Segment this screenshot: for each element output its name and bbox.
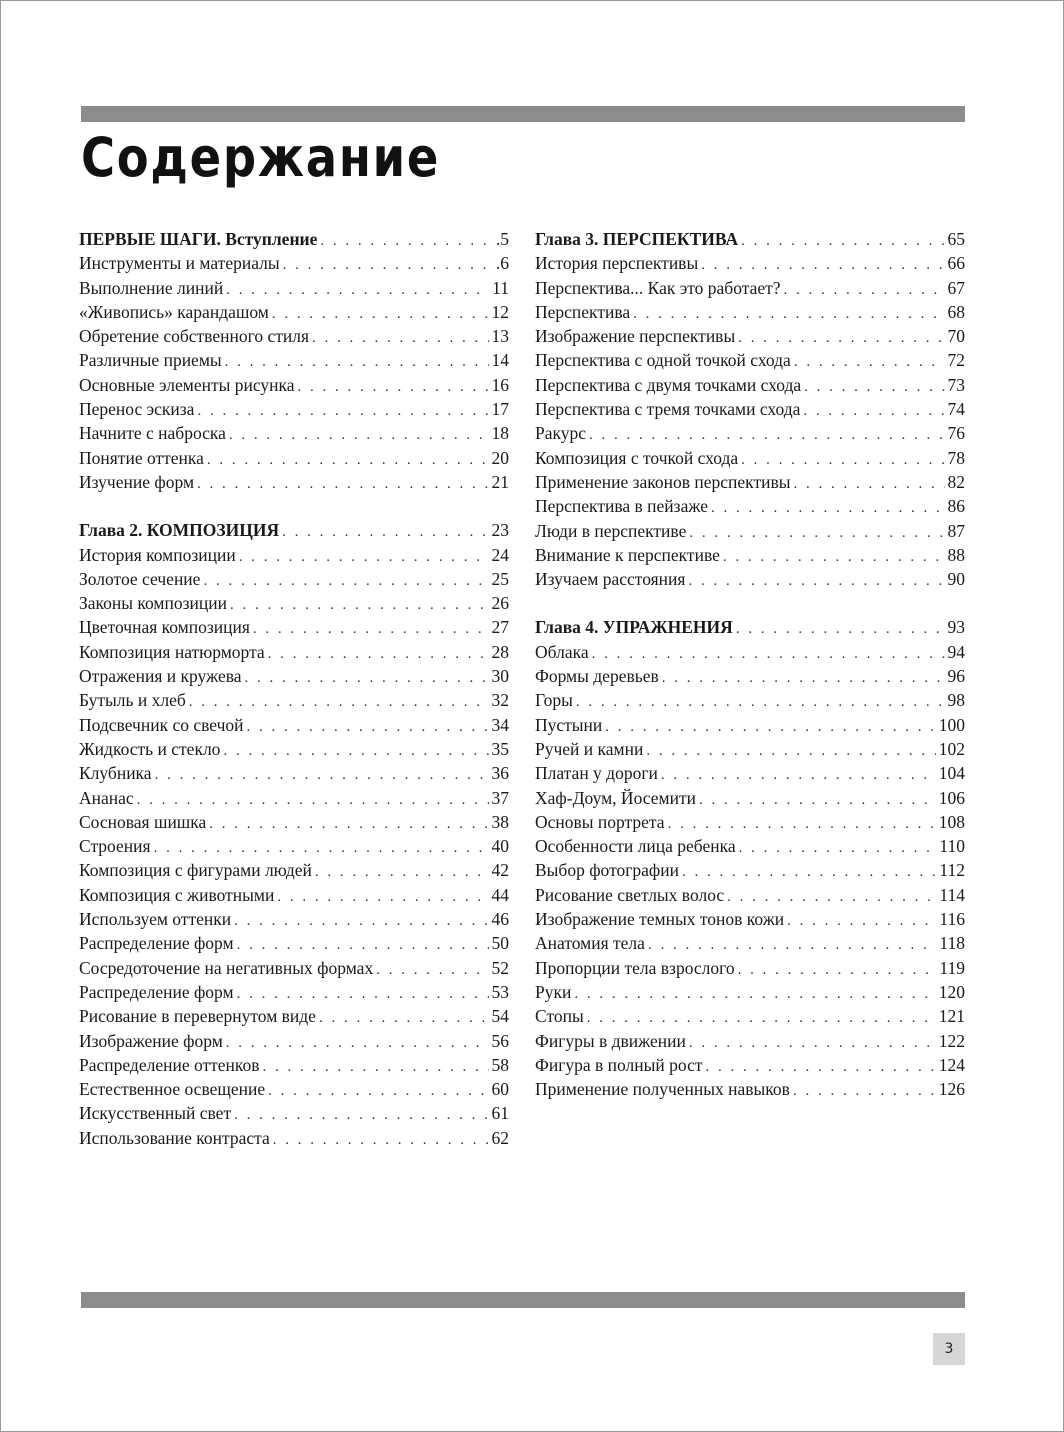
dot-leader	[668, 812, 936, 836]
dot-leader	[239, 545, 489, 569]
toc-entry-title: Естественное освещение	[79, 1079, 266, 1100]
toc-entry-title: Применение законов перспективы	[535, 471, 791, 492]
toc-entry-title: Глава 3. ПЕРСПЕКТИВА	[535, 229, 739, 249]
toc-entry-page: 54	[491, 1006, 509, 1027]
toc-entry-page: 88	[947, 544, 965, 565]
toc-entry-title: Глава 2. КОМПОЗИЦИЯ	[79, 520, 280, 541]
section-gap	[535, 591, 965, 615]
toc-entry-page: 60	[491, 1079, 509, 1100]
toc-entry-page: 34	[491, 714, 509, 735]
toc-entry-title: Перспектива	[535, 301, 631, 322]
toc-entry-page: 11	[492, 277, 509, 298]
toc-entry-title: Перспектива с двумя точками схода	[535, 374, 802, 395]
toc-entry-title: Перспектива с одной точкой схода	[535, 350, 791, 371]
toc-entry	[535, 324, 965, 348]
dot-leader	[189, 690, 489, 714]
toc-left-column	[79, 227, 509, 1150]
toc-entry	[79, 956, 509, 980]
toc-entry	[79, 713, 509, 737]
toc-entry-page: 102	[938, 738, 965, 759]
toc-entry	[79, 348, 509, 372]
toc-entry-page: 13	[491, 326, 509, 347]
dot-leader	[226, 1031, 489, 1055]
toc-entry-title: Изучаем расстояния	[535, 569, 686, 590]
toc-entry-title: Клубника	[79, 763, 152, 784]
dot-leader	[723, 545, 945, 569]
toc-entry-page: 44	[491, 884, 509, 905]
toc-entry-page: 121	[938, 1006, 965, 1027]
dot-leader	[701, 253, 944, 277]
toc-entry	[79, 1077, 509, 1101]
toc-entry-page: 26	[491, 593, 509, 614]
dot-leader	[237, 982, 489, 1006]
toc-entry	[535, 761, 965, 785]
toc-entry-page: .6	[495, 253, 509, 274]
toc-entry-title: Золотое сечение	[79, 568, 201, 589]
toc-entry	[535, 907, 965, 931]
toc-entry-title: Ракурс	[535, 423, 587, 444]
dot-leader	[741, 229, 944, 253]
toc-chapter-heading	[535, 615, 965, 639]
toc-entry	[79, 1004, 509, 1028]
dot-leader	[705, 1055, 935, 1079]
toc-entry	[535, 786, 965, 810]
dot-leader	[225, 350, 489, 374]
toc-entry-title: Распределение оттенков	[79, 1054, 260, 1075]
toc-entry-title: Изображение темных тонов кожи	[535, 909, 785, 930]
toc-entry-page: 58	[491, 1054, 509, 1075]
toc-entry-title: Строения	[79, 836, 151, 857]
toc-entry-page: 108	[938, 811, 965, 832]
toc-entry	[535, 397, 965, 421]
toc-entry	[79, 446, 509, 470]
bottom-decorative-bar	[81, 1292, 965, 1308]
toc-entry-page: 72	[947, 350, 965, 371]
toc-entry	[535, 858, 965, 882]
dot-leader	[298, 375, 489, 399]
toc-entry	[535, 348, 965, 372]
toc-entry	[535, 640, 965, 664]
toc-entry-page: 40	[491, 836, 509, 857]
dot-leader	[283, 253, 493, 277]
toc-entry	[79, 761, 509, 785]
toc-entry	[79, 688, 509, 712]
dot-leader	[273, 1128, 489, 1152]
toc-entry-page: 104	[938, 763, 965, 784]
dot-leader	[154, 836, 489, 860]
toc-entry-page: 124	[938, 1054, 965, 1075]
toc-entry-page: 90	[947, 569, 965, 590]
toc-entry-title: Внимание к перспективе	[535, 544, 720, 565]
toc-entry	[535, 931, 965, 955]
toc-entry	[79, 810, 509, 834]
toc-entry-title: Распределение форм	[79, 981, 234, 1002]
toc-entry-page: 119	[939, 957, 965, 978]
toc-entry	[79, 300, 509, 324]
toc-entry	[535, 956, 965, 980]
toc-entry-title: Перспектива... Как это работает?	[535, 277, 781, 298]
toc-entry	[535, 883, 965, 907]
toc-entry-title: Облака	[535, 641, 589, 662]
toc-entry-page: 100	[938, 714, 965, 735]
toc-entry	[535, 737, 965, 761]
toc-entry	[79, 786, 509, 810]
toc-entry-page: 28	[491, 641, 509, 662]
toc-entry-page: 12	[491, 301, 509, 322]
toc-entry-page: 20	[491, 447, 509, 468]
toc-entry-title: Композиция с точкой схода	[535, 447, 739, 468]
dot-leader	[319, 1006, 489, 1030]
toc-entry-page: 14	[491, 350, 509, 371]
toc-entry	[535, 664, 965, 688]
page-number: 3	[933, 1333, 965, 1365]
dot-leader	[793, 1079, 936, 1103]
toc-entry-page: 118	[939, 933, 965, 954]
toc-entry-title: История композиции	[79, 544, 236, 565]
toc-entry-title: Сосновая шишка	[79, 811, 207, 832]
toc-entry-title: Отражения и кружева	[79, 666, 242, 687]
toc-entry	[535, 1029, 965, 1053]
toc-entry	[535, 300, 965, 324]
dot-leader	[237, 933, 489, 957]
toc-entry-page: 32	[491, 690, 509, 711]
dot-leader	[662, 666, 945, 690]
dot-leader	[794, 472, 945, 496]
toc-entry-page: 126	[938, 1079, 965, 1100]
dot-leader	[576, 690, 945, 714]
toc-chapter-heading	[79, 227, 509, 251]
toc-entry-title: Используем оттенки	[79, 909, 232, 930]
toc-entry-title: «Живопись» карандашом	[79, 301, 269, 322]
toc-entry-page: 98	[947, 690, 965, 711]
toc-entry-title: Законы композиции	[79, 593, 227, 614]
dot-leader	[155, 763, 489, 787]
toc-entry-title: ПЕРВЫЕ ШАГИ. Вступление	[79, 229, 318, 249]
toc-entry	[79, 1029, 509, 1053]
toc-entry	[79, 397, 509, 421]
toc-entry-title: Перспектива с тремя точками схода	[535, 399, 801, 420]
toc-entry-title: Различные приемы	[79, 350, 222, 371]
toc-entry	[79, 567, 509, 591]
dot-leader	[272, 302, 489, 326]
toc-entry-page: 53	[491, 981, 509, 1002]
toc-entry-title: Стопы	[535, 1006, 584, 1027]
toc-entry-page: 62	[491, 1127, 509, 1148]
toc-entry-page: 18	[491, 423, 509, 444]
toc-entry	[535, 251, 965, 275]
toc-entry-page: 106	[938, 787, 965, 808]
toc-entry-title: Композиция натюрморта	[79, 641, 265, 662]
dot-leader	[784, 278, 945, 302]
toc-entry-page: 37	[491, 787, 509, 808]
toc-entry-title: Анатомия тела	[535, 933, 645, 954]
toc-entry	[535, 713, 965, 737]
toc-entry	[79, 931, 509, 955]
toc-entry	[79, 591, 509, 615]
section-gap	[79, 494, 509, 518]
toc-entry	[535, 543, 965, 567]
toc-entry-title: Композиция с фигурами людей	[79, 860, 312, 881]
dot-leader	[197, 472, 488, 496]
dot-leader	[282, 520, 488, 544]
toc-entry-page: 73	[947, 374, 965, 395]
toc-entry	[79, 883, 509, 907]
toc-entry	[535, 1077, 965, 1101]
toc-entry-title: Хаф-Доум, Йосемити	[535, 787, 696, 808]
toc-entry-title: Рисование светлых волос	[535, 884, 725, 905]
toc-entry	[535, 519, 965, 543]
toc-entry-page: 93	[947, 617, 965, 638]
dot-leader	[234, 909, 488, 933]
toc-entry	[79, 1053, 509, 1077]
toc-entry-page: 66	[947, 253, 965, 274]
toc-entry-title: Пропорции тела взрослого	[535, 957, 735, 978]
dot-leader	[646, 739, 935, 763]
dot-leader	[804, 375, 944, 399]
toc-entry-title: Изображение перспективы	[535, 326, 736, 347]
dot-leader	[312, 326, 488, 350]
toc-entry-title: Понятие оттенка	[79, 447, 204, 468]
dot-leader	[727, 885, 936, 909]
toc-entry-page: .5	[495, 229, 509, 249]
toc-entry	[535, 276, 965, 300]
dot-leader	[689, 521, 944, 545]
toc-entry-title: Выбор фотографии	[535, 860, 679, 881]
toc-entry-title: Изображение форм	[79, 1030, 223, 1051]
dot-leader	[268, 642, 489, 666]
top-decorative-bar	[81, 106, 965, 122]
dot-leader	[137, 788, 489, 812]
dot-leader	[263, 1055, 489, 1079]
dot-leader	[320, 229, 492, 253]
dot-leader	[738, 326, 944, 350]
dot-leader	[605, 715, 935, 739]
toc-entry	[79, 470, 509, 494]
page-title: Содержание	[81, 126, 441, 189]
dot-leader	[633, 302, 944, 326]
dot-leader	[376, 958, 488, 982]
toc-entry-page: 74	[947, 399, 965, 420]
dot-leader	[738, 958, 937, 982]
toc-entry-title: Инструменты и материалы	[79, 253, 280, 274]
toc-entry-page: 96	[947, 666, 965, 687]
toc-entry	[79, 276, 509, 300]
toc-entry-page: 120	[938, 981, 965, 1002]
dot-leader	[736, 617, 945, 641]
toc-entry-page: 87	[947, 520, 965, 541]
toc-entry-page: 61	[491, 1103, 509, 1124]
dot-leader	[682, 860, 936, 884]
toc-entry-title: Формы деревьев	[535, 666, 659, 687]
toc-entry-title: Жидкость и стекло	[79, 738, 221, 759]
toc-chapter-heading	[535, 227, 965, 251]
dot-leader	[803, 399, 944, 423]
dot-leader	[648, 933, 936, 957]
toc-entry-page: 82	[947, 471, 965, 492]
toc-entry-title: Люди в перспективе	[535, 520, 687, 541]
toc-entry-page: 122	[938, 1030, 965, 1051]
toc-entry-page: 65	[947, 229, 965, 249]
dot-leader	[699, 788, 936, 812]
toc-entry	[79, 640, 509, 664]
toc-entry	[79, 373, 509, 397]
toc-entry	[79, 421, 509, 445]
toc-entry-page: 23	[491, 520, 509, 541]
toc-entry-page: 38	[491, 811, 509, 832]
toc-entry-page: 116	[939, 909, 965, 930]
toc-entry-page: 86	[947, 496, 965, 517]
toc-entry-page: 76	[947, 423, 965, 444]
toc-entry-title: Применение полученных навыков	[535, 1079, 790, 1100]
toc-entry-title: Цветочная композиция	[79, 617, 250, 638]
toc-entry-title: Обретение собственного стиля	[79, 326, 310, 347]
toc-entry-page: 27	[491, 617, 509, 638]
toc-entry-title: Особенности лица ребенка	[535, 836, 736, 857]
toc-entry	[535, 446, 965, 470]
toc-entry-page: 35	[491, 738, 509, 759]
toc-entry	[79, 543, 509, 567]
dot-leader	[587, 1006, 936, 1030]
toc-entry-page: 36	[491, 763, 509, 784]
toc-entry-title: Рисование в перевернутом виде	[79, 1006, 316, 1027]
toc-entry	[535, 494, 965, 518]
toc-entry	[535, 373, 965, 397]
toc-entry	[79, 251, 509, 275]
dot-leader	[787, 909, 936, 933]
toc-entry-page: 21	[491, 471, 509, 492]
dot-leader	[592, 642, 945, 666]
toc-entry-page: 42	[491, 860, 509, 881]
toc-entry	[535, 1004, 965, 1028]
toc-entry-title: Перспектива в пейзаже	[535, 496, 708, 517]
toc-entry-title: Глава 4. УПРАЖНЕНИЯ	[535, 617, 733, 638]
toc-entry-page: 68	[947, 301, 965, 322]
dot-leader	[574, 982, 935, 1006]
toc-entry-page: 30	[491, 666, 509, 687]
toc-entry-title: Использование контраста	[79, 1127, 270, 1148]
toc-entry-title: Изучение форм	[79, 471, 195, 492]
toc-entry	[79, 664, 509, 688]
toc-entry-title: Руки	[535, 981, 572, 1002]
toc-entry-title: Фигура в полный рост	[535, 1054, 703, 1075]
toc-entry-page: 24	[491, 544, 509, 565]
dot-leader	[230, 593, 489, 617]
dot-leader	[203, 569, 488, 593]
toc-entry	[535, 980, 965, 1004]
dot-leader	[226, 278, 489, 302]
toc-right-column	[535, 227, 965, 1101]
toc-entry-title: Композиция с животными	[79, 884, 275, 905]
toc-entry-title: Платан у дороги	[535, 763, 658, 784]
dot-leader	[207, 448, 489, 472]
toc-entry-page: 17	[491, 399, 509, 420]
dot-leader	[223, 739, 488, 763]
toc-entry	[535, 567, 965, 591]
toc-entry-page: 56	[491, 1030, 509, 1051]
toc-entry	[79, 907, 509, 931]
toc-entry	[79, 858, 509, 882]
toc-entry-page: 46	[491, 909, 509, 930]
dot-leader	[741, 448, 944, 472]
toc-entry	[535, 470, 965, 494]
toc-entry	[79, 615, 509, 639]
toc-entry-title: Искусственный свет	[79, 1103, 232, 1124]
dot-leader	[689, 1031, 936, 1055]
dot-leader	[209, 812, 488, 836]
dot-leader	[739, 836, 937, 860]
dot-leader	[315, 860, 489, 884]
dot-leader	[661, 763, 936, 787]
toc-entry-title: Ананас	[79, 787, 134, 808]
dot-leader	[245, 666, 489, 690]
toc-entry	[535, 421, 965, 445]
toc-entry-page: 70	[947, 326, 965, 347]
toc-entry	[535, 810, 965, 834]
toc-entry-title: Ручей и камни	[535, 738, 644, 759]
dot-leader	[794, 350, 945, 374]
toc-entry	[79, 324, 509, 348]
toc-entry-page: 25	[491, 568, 509, 589]
toc-entry-title: Основы портрета	[535, 811, 665, 832]
toc-entry-page: 50	[491, 933, 509, 954]
toc-entry-title: Горы	[535, 690, 573, 711]
toc-entry-page: 67	[947, 277, 965, 298]
toc-chapter-heading	[79, 518, 509, 542]
toc-entry-title: Основные элементы рисунка	[79, 374, 295, 395]
dot-leader	[277, 885, 488, 909]
dot-leader	[197, 399, 488, 423]
toc-entry-title: История перспективы	[535, 253, 699, 274]
toc-entry	[535, 1053, 965, 1077]
dot-leader	[253, 617, 489, 641]
dot-leader	[229, 423, 489, 447]
toc-entry	[535, 688, 965, 712]
dot-leader	[711, 496, 945, 520]
toc-entry-title: Распределение форм	[79, 933, 234, 954]
toc-entry-title: Фигуры в движении	[535, 1030, 686, 1051]
toc-entry-page: 114	[939, 884, 965, 905]
toc-entry-title: Выполнение линий	[79, 277, 224, 298]
toc-entry	[79, 737, 509, 761]
dot-leader	[247, 715, 489, 739]
toc-entry	[79, 1101, 509, 1125]
toc-entry-page: 16	[491, 374, 509, 395]
dot-leader	[234, 1103, 488, 1127]
toc-entry	[535, 834, 965, 858]
toc-entry-title: Подсвечник со свечой	[79, 714, 244, 735]
toc-entry-page: 52	[491, 957, 509, 978]
toc-entry	[79, 834, 509, 858]
dot-leader	[688, 569, 944, 593]
toc-entry	[79, 1126, 509, 1150]
toc-entry	[79, 980, 509, 1004]
toc-entry-page: 94	[947, 641, 965, 662]
toc-entry-title: Бутыль и хлеб	[79, 690, 186, 711]
toc-entry-page: 110	[939, 836, 965, 857]
toc-entry-title: Пустыни	[535, 714, 603, 735]
dot-leader	[589, 423, 944, 447]
toc-entry-title: Сосредоточение на негативных формах	[79, 957, 374, 978]
toc-entry-title: Начните с наброска	[79, 423, 226, 444]
toc-entry-page: 78	[947, 447, 965, 468]
dot-leader	[268, 1079, 488, 1103]
toc-entry-title: Перенос эскиза	[79, 399, 195, 420]
toc-entry-page: 112	[939, 860, 965, 881]
